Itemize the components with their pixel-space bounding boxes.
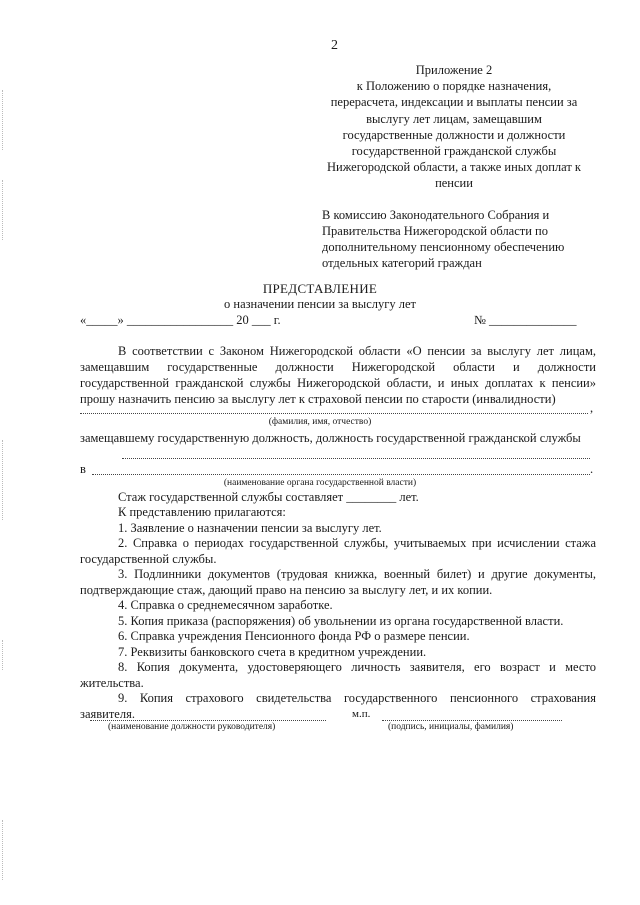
appendix-line: Приложение 2: [415, 63, 493, 77]
scan-margin-mark: [2, 640, 4, 670]
appendix-block: [318, 62, 590, 192]
scan-margin-mark: [2, 90, 4, 150]
service-length-text: Стаж государственной службы составляет ________ лет.: [118, 490, 419, 504]
page-number: 2: [331, 38, 338, 53]
document-title: ПРЕДСТАВЛЕНИЕ: [262, 281, 378, 296]
appendix-line: пенсии: [435, 176, 473, 191]
date-field[interactable]: «_____» _________________ 20 ___ г.: [80, 313, 281, 327]
document-subtitle: о назначении пенсии за выслугу лет: [224, 297, 416, 311]
appendix-line: перерасчета, индексации и выплаты пенсии за: [330, 95, 578, 110]
organ-fill-line[interactable]: [92, 474, 590, 475]
appendix-line: к Положению о порядке назначения,: [356, 79, 552, 94]
head-position-fill-line[interactable]: [90, 720, 326, 721]
appendix-line: государственной гражданской службы: [351, 144, 557, 159]
list-item: 5. Копия приказа (распоряжения) об увольнении из органа государственной власти.: [118, 613, 564, 628]
scan-margin-mark: [2, 820, 4, 880]
list-item: 8. Копия документа, удостоверяющего личность заявителя, его возраст и место жительства.: [80, 660, 596, 690]
list-item: 4. Справка о среднемесячном заработке.: [118, 598, 333, 612]
addressee-line: Правительства Нижегородской области по: [322, 224, 548, 238]
number-field[interactable]: № ______________: [474, 313, 577, 327]
position-paragraph: [80, 430, 596, 446]
signature-fill-line[interactable]: [382, 720, 562, 721]
attachments-list: [80, 505, 596, 722]
head-position-caption: (наименование должности руководителя): [108, 722, 276, 732]
addressee-block: [322, 207, 602, 271]
addressee-line: В комиссию Законодательного Собрания и: [322, 208, 550, 222]
fio-caption: (фамилия, имя, отчество): [268, 417, 372, 427]
appendix-line: выслугу лет лицам, замещавшим: [366, 111, 542, 126]
organ-line-end-dot: .: [590, 462, 594, 476]
list-item: 7. Реквизиты банковского счета в кредитном учреждении.: [118, 644, 427, 659]
signature-caption: (подпись, инициалы, фамилия): [388, 722, 514, 732]
scan-margin-mark: [2, 180, 4, 240]
attachments-intro: К представлению прилагаются:: [118, 505, 286, 519]
list-item: 3. Подлинники документов (трудовая книжка, военный билет) и другие документы, подтверждающие стаж, дающий право на пенсию за выслугу лет, и их копии.: [80, 567, 596, 597]
position-fill-line[interactable]: [122, 458, 590, 459]
addressee-line: отдельных категорий граждан: [322, 256, 482, 270]
organ-caption: (наименование органа государственной власти): [223, 478, 417, 488]
scan-margin-mark: [2, 440, 4, 520]
list-item: 1. Заявление о назначении пенсии за выслугу лет.: [118, 520, 382, 535]
fio-line-end-comma: ,: [590, 401, 594, 415]
list-item: 9. Копия страхового свидетельства государственного пенсионного страхования заявителя.: [80, 691, 596, 721]
list-item: 2. Справка о периодах государственной службы, учитываемых при исчислении стажа государственной службы.: [80, 536, 596, 566]
fio-fill-line[interactable]: [80, 413, 588, 414]
list-item: 6. Справка учреждения Пенсионного фонда РФ о размере пенсии.: [118, 629, 470, 643]
appendix-line: государственные должности и должности: [342, 127, 566, 142]
position-text: замещавшему государственную должность, должность государственной гражданской службы: [80, 431, 581, 445]
stamp-label: м.п.: [352, 708, 371, 720]
intro-paragraph: В соответствии с Законом Нижегородской области «О пенсии за выслугу лет лицам, замещавшим государственные должности Нижегородской области и должности государственной гражданской службы Нижегородской области, и иных доплатах к пенсии» прошу назначить пенсию за выслугу лет к страховой пенсии по старости (инвалидности): [80, 344, 596, 406]
addressee-line: дополнительному пенсионному обеспечению: [322, 240, 565, 254]
organ-prefix: в: [80, 462, 86, 476]
appendix-line: Нижегородской области, а также иных доплат к: [326, 160, 582, 175]
